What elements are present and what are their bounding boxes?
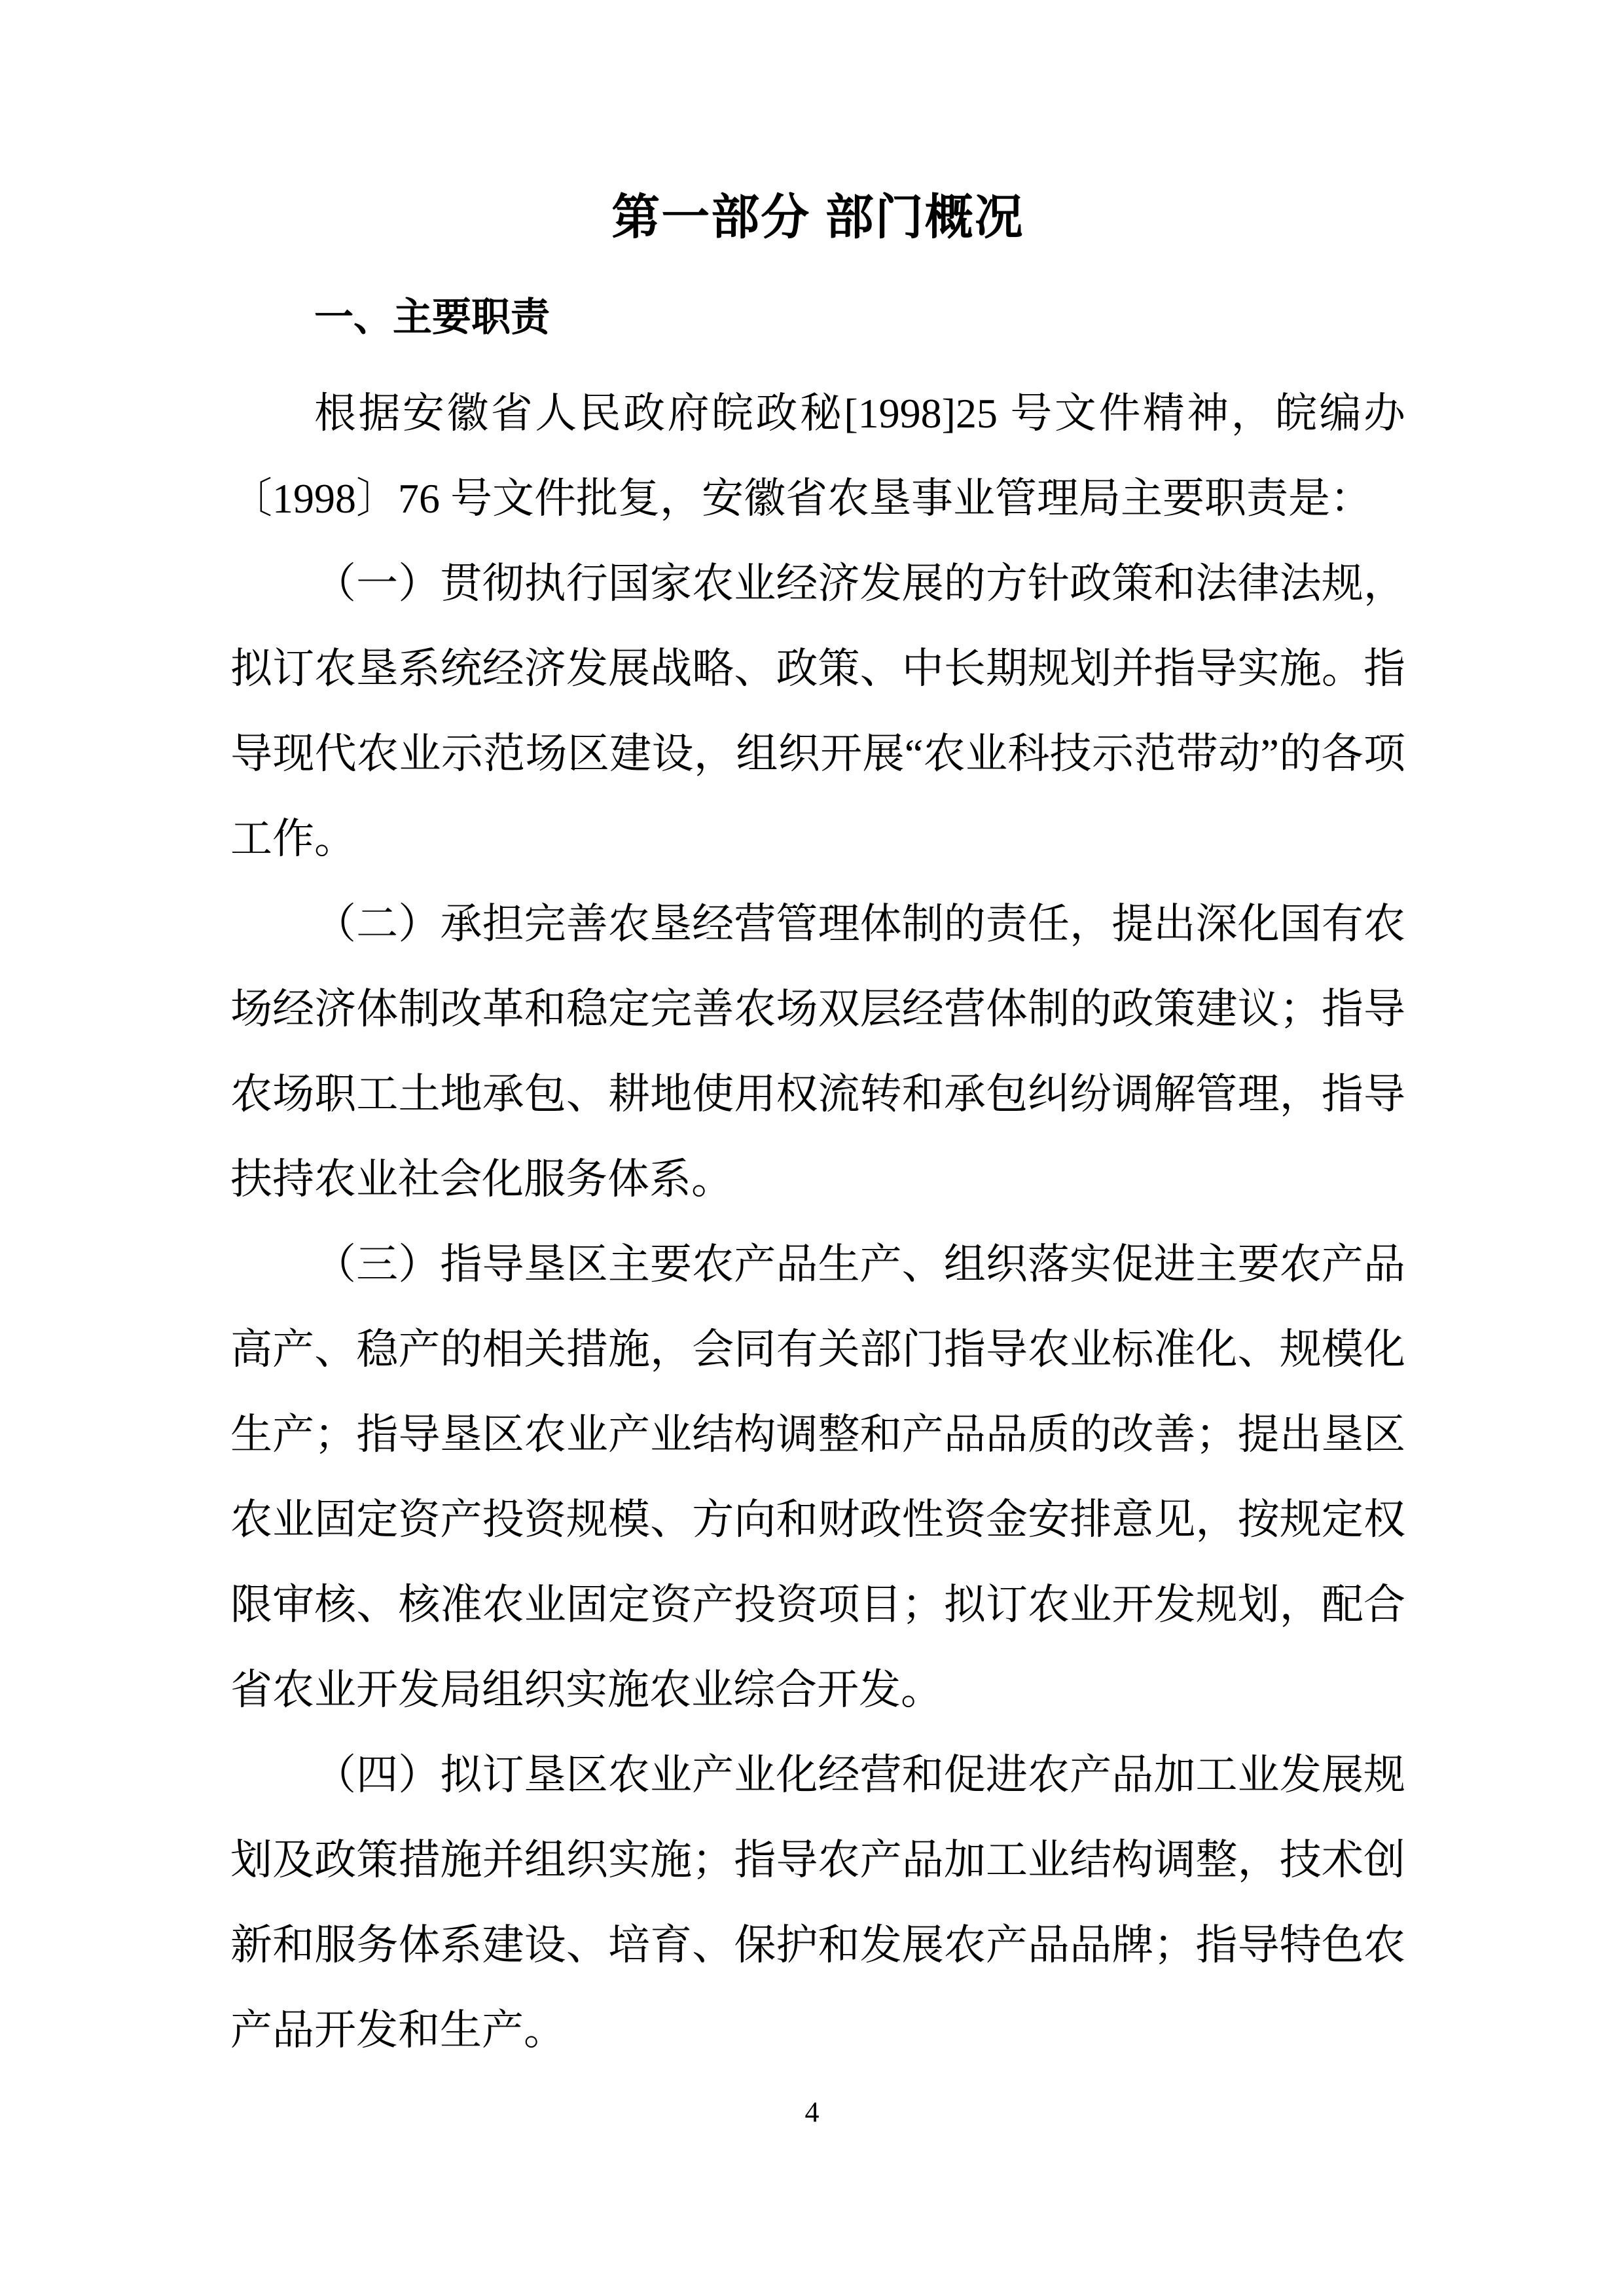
page-title: 第一部分 部门概况	[611, 190, 1024, 244]
page-number: 4	[804, 2096, 820, 2128]
section-heading: 一、主要职责	[314, 295, 550, 339]
paragraph-intro: 根据安徽省人民政府皖政秘[1998]25 号文件精神，皖编办〔1998〕76 号文件批复，安徽省农垦事业管理局主要职责是：	[230, 390, 1405, 522]
document-content	[230, 189, 1405, 2073]
paragraph-item-4: （四）拟订垦区农业产业化经营和促进农产品加工业发展规划及政策措施并组织实施；指导农产品加工业结构调整，技术创新和服务体系建设、培育、保护和发展农产品品牌；指导特色农产品开发和生产。	[230, 1752, 1405, 2053]
paragraph-item-1: （一）贯彻执行国家农业经济发展的方针政策和法律法规，拟订农垦系统经济发展战略、政策、中长期规划并指导实施。指导现代农业示范场区建设，组织开展“农业科技示范带动”的各项工作。	[230, 560, 1405, 862]
body-text	[230, 371, 1405, 2073]
paragraph-item-2: （二）承担完善农垦经营管理体制的责任，提出深化国有农场经济体制改革和稳定完善农场双层经营体制的政策建议；指导农场职工土地承包、耕地使用权流转和承包纠纷调解管理，指导扶持农业社会化服务体系。	[230, 901, 1405, 1202]
paragraph-item-3: （三）指导垦区主要农产品生产、组织落实促进主要农产品高产、稳产的相关措施，会同有关部门指导农业标准化、规模化生产；指导垦区农业产业结构调整和产品品质的改善；提出垦区农业固定资产投资规模、方向和财政性资金安排意见，按规定权限审核、核准农业固定资产投资项目；拟订农业开发规划，配合省农业开发局组织实施农业综合开发。	[230, 1241, 1405, 1713]
